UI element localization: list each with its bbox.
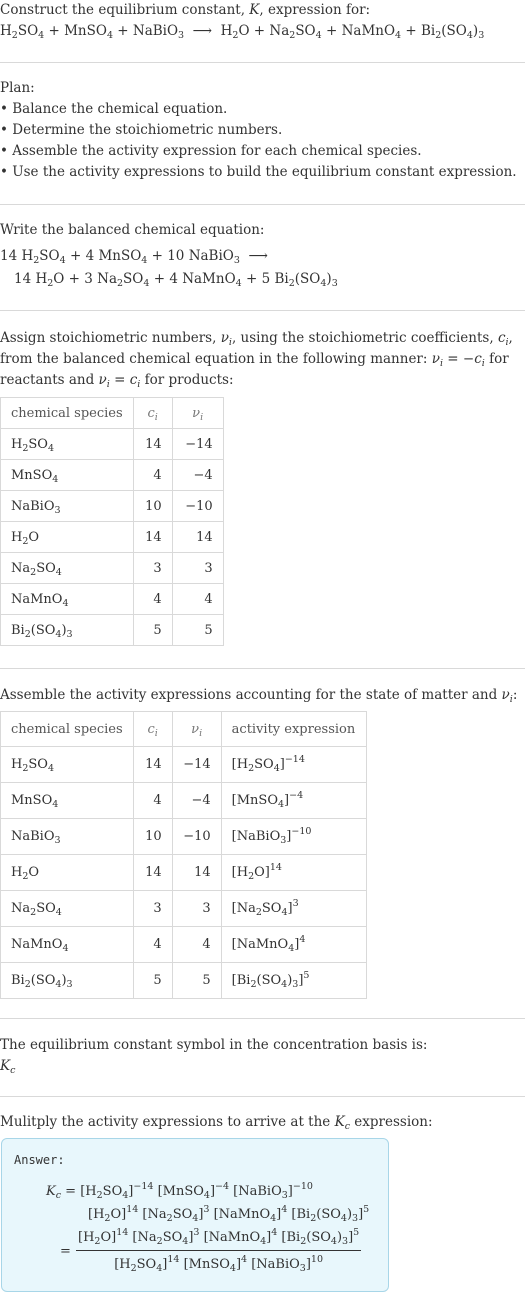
balanced-equation-line1: 14 $H_2SO_4 + 4$ MnSO$_4$ + 10 NaBiO$_3$ ⟶ xyxy=(0,248,268,266)
stoich-description: Assign stoichiometric numbers, $\nu_i$, using the stoichiometric coefficients, $c_i$, from the balanced chemical equation in the following manner: $\nu_i = -c_i$ for reactants and $\nu_i = c_i$ for products: xyxy=(0,330,513,390)
table-row: $H_2O$ 14 14 xyxy=(1,522,224,553)
intro-suffix: , expression for: xyxy=(259,2,371,18)
intro-prefix: Construct the equilibrium constant, xyxy=(0,2,250,18)
answer-label: Answer: xyxy=(14,1153,65,1167)
multiply-text-part: expression: xyxy=(350,1114,433,1130)
table-row: $Na_2SO_4$ 3 3 $[Na_2SO_4]^3$ xyxy=(1,891,367,927)
multiply-text-part: Mulitply the activity expressions to arrive at the xyxy=(0,1114,335,1130)
plan-item: • Balance the chemical equation. xyxy=(0,101,228,117)
fraction-numerator: $[H_2O]^{14}$ $[Na_2SO_4]^3$ [NaMnO$_4$]$^4$ $[Bi_2(SO_4)_3]^5$ xyxy=(76,1227,361,1251)
header-species: chemical species xyxy=(1,712,134,747)
table-row: $Na_2SO_4$ 3 3 xyxy=(1,553,224,584)
stoich-text: for products: xyxy=(140,372,234,388)
symbol-text: The equilibrium constant symbol in the concentration basis is: xyxy=(0,1037,428,1053)
colon: : xyxy=(512,687,518,703)
table-row: NaBiO$_3$ 10 −10 xyxy=(1,491,224,522)
table-row: $Bi_2(SO_4)_3$ 5 5 $[Bi_2(SO_4)_3]^5$ xyxy=(1,963,367,999)
plan-item: • Determine the stoichiometric numbers. xyxy=(0,122,283,138)
stoich-text: , using the stoichiometric coefficients, xyxy=(231,330,498,346)
divider xyxy=(0,204,525,205)
header-activity: activity expression xyxy=(221,712,366,747)
equals-sign: = xyxy=(60,1244,71,1259)
table-header-row xyxy=(1,398,224,429)
header-species: chemical species xyxy=(1,398,134,429)
stoich-text: , from the balanced chemical equation in the following manner: xyxy=(0,330,513,367)
table-row: $H_2O$ 14 14 $[H_2O]^{14}$ xyxy=(1,855,367,891)
plan-item: • Use the activity expressions to build the equilibrium constant expression. xyxy=(0,164,517,180)
activity-table xyxy=(0,711,367,999)
plan-title: Plan: xyxy=(0,80,35,96)
intro-line xyxy=(0,0,370,21)
header-ci: $c_i$ xyxy=(133,712,172,747)
stoich-text: for reactants and xyxy=(0,351,509,388)
k-symbol: K xyxy=(249,2,260,18)
divider xyxy=(0,1018,525,1019)
header-ci: $c_i$ xyxy=(133,398,172,429)
stoich-table xyxy=(0,397,224,646)
table-row: MnSO$_4$ 4 −4 xyxy=(1,460,224,491)
plan-item: • Assemble the activity expression for each chemical species. xyxy=(0,143,422,159)
unbalanced-equation: $H_2SO_4$ + MnSO$_4$ + NaBiO$_3$ ⟶ $H_2O + Na_2SO_4$ + NaMnO$_4$ + $Bi_2(SO_4)_3$ xyxy=(0,23,485,41)
kc-fraction xyxy=(76,1227,361,1275)
table-header-row xyxy=(1,712,367,747)
header-nu: $\nu_i$ xyxy=(172,712,221,747)
balanced-title: Write the balanced chemical equation: xyxy=(0,222,265,238)
table-row: $H_2SO_4$ 14 −14 xyxy=(1,429,224,460)
kc-product-line2: $[H_2O]^{14}$ $[Na_2SO_4]^3$ [NaMnO$_4$]$^4$ $[Bi_2(SO_4)_3]^5$ xyxy=(88,1204,370,1224)
kc-symbol: $K_c$ xyxy=(0,1058,16,1076)
activity-text: Assemble the activity expressions accounting for the state of matter and xyxy=(0,687,502,703)
table-row: $Bi_2(SO_4)_3$ 5 5 xyxy=(1,615,224,646)
answer-box xyxy=(1,1138,389,1292)
table-row: $H_2SO_4$ 14 −14 $[H_2SO_4]^{-14}$ xyxy=(1,747,367,783)
header-nu: $\nu_i$ xyxy=(172,398,223,429)
divider xyxy=(0,1096,525,1097)
divider xyxy=(0,668,525,669)
divider xyxy=(0,310,525,311)
table-row: MnSO$_4$ 4 −4 [MnSO$_4$]$^{-4}$ xyxy=(1,783,367,819)
kc-product-line1: $K_c = [H_2SO_4]^{-14}$ [MnSO$_4$]$^{-4}$ [NaBiO$_3$]$^{-10}$ xyxy=(46,1181,313,1201)
multiply-text: Mulitply the activity expressions to arrive at the $K_c$ expression: xyxy=(0,1114,433,1132)
activity-description: Assemble the activity expressions accounting for the state of matter and $\nu_i$: xyxy=(0,687,518,705)
table-row: NaMnO$_4$ 4 4 xyxy=(1,584,224,615)
table-row: NaMnO$_4$ 4 4 [NaMnO$_4$]$^4$ xyxy=(1,927,367,963)
divider xyxy=(0,62,525,63)
table-row: NaBiO$_3$ 10 −10 [NaBiO$_3$]$^{-10}$ xyxy=(1,819,367,855)
stoich-text: Assign stoichiometric numbers, xyxy=(0,330,221,346)
balanced-equation-line2: 14 $H_2O + 3$ $Na_2SO_4 + 4$ NaMnO$_4$ + 5 $Bi_2(SO_4)_3$ xyxy=(14,271,338,289)
fraction-denominator: $[H_2SO_4]^{14}$ [MnSO$_4$]$^4$ [NaBiO$_3$]$^{10}$ xyxy=(114,1254,323,1274)
